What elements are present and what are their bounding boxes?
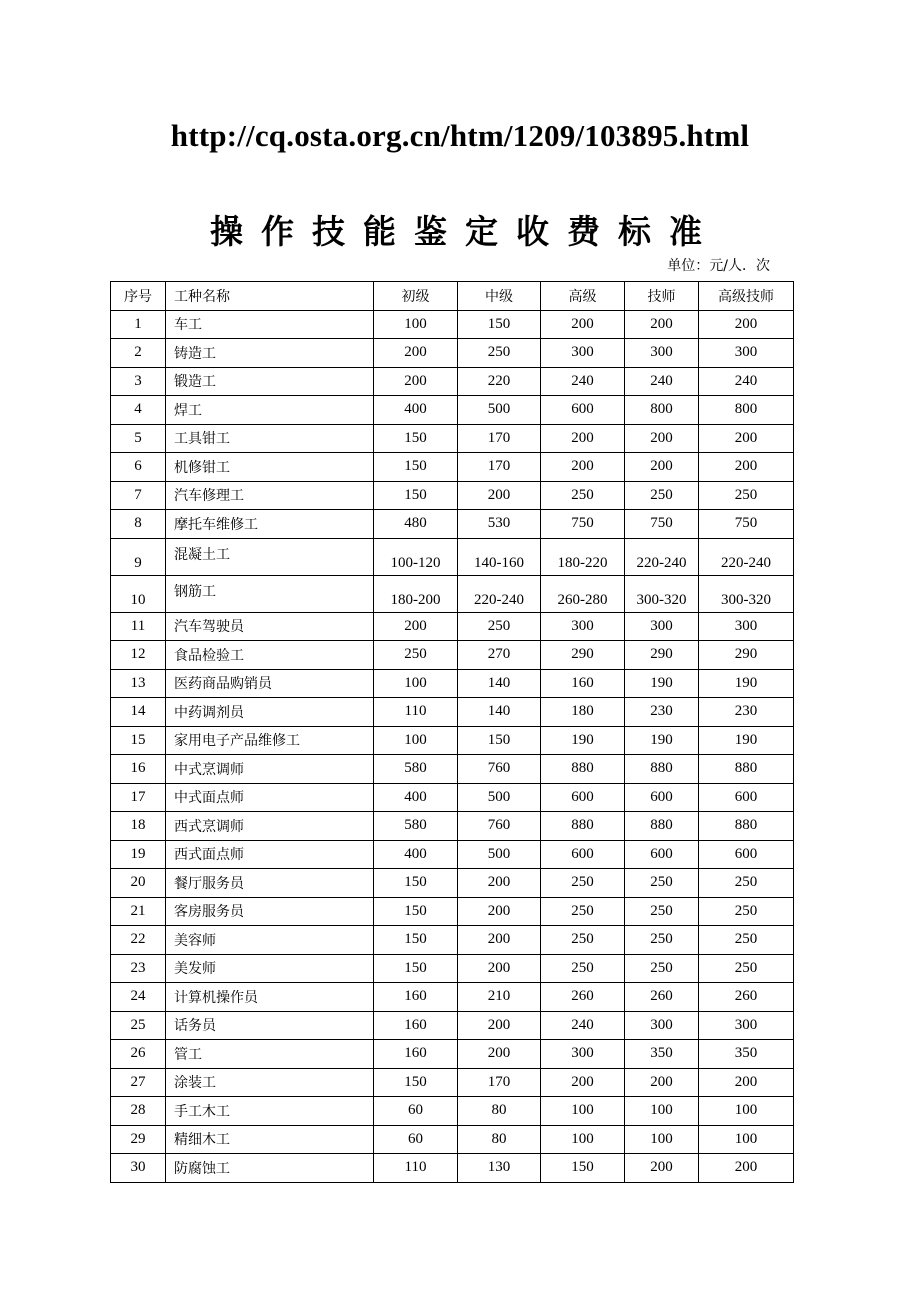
cell-senior-technician: 220-240 [699,538,794,575]
cell-index: 6 [111,453,166,482]
cell-trade-name: 防腐蚀工 [166,1154,374,1183]
cell-technician: 300 [625,612,699,641]
cell-technician: 250 [625,954,699,983]
cell-index: 19 [111,840,166,869]
cell-senior: 300 [541,612,625,641]
cell-index: 3 [111,367,166,396]
table-row [111,575,794,612]
cell-trade-name: 汽车驾驶员 [166,612,374,641]
cell-senior: 240 [541,1011,625,1040]
cell-senior: 600 [541,783,625,812]
cell-technician: 100 [625,1125,699,1154]
cell-technician: 600 [625,840,699,869]
cell-junior: 180-200 [374,575,458,612]
cell-index: 23 [111,954,166,983]
cell-senior: 750 [541,510,625,539]
cell-index: 20 [111,869,166,898]
unit-note: 单位：元/人．次 [667,258,770,274]
cell-junior: 100 [374,669,458,698]
cell-senior-technician: 880 [699,755,794,784]
cell-index: 28 [111,1097,166,1126]
cell-trade-name: 手工木工 [166,1097,374,1126]
cell-intermediate: 270 [458,641,541,670]
table-header-row [111,282,794,311]
page-title: 操作技能鉴定收费标准 [210,212,720,251]
cell-intermediate: 170 [458,424,541,453]
cell-technician: 800 [625,396,699,425]
cell-index: 18 [111,812,166,841]
cell-trade-name: 混凝土工 [166,538,374,575]
header-technician: 技师 [625,282,699,311]
table-row [111,1097,794,1126]
cell-senior-technician: 240 [699,367,794,396]
cell-senior-technician: 100 [699,1125,794,1154]
cell-index: 12 [111,641,166,670]
cell-junior: 150 [374,897,458,926]
cell-technician: 290 [625,641,699,670]
table-row [111,954,794,983]
table-row [111,1011,794,1040]
cell-senior: 250 [541,869,625,898]
cell-senior-technician: 880 [699,812,794,841]
cell-index: 21 [111,897,166,926]
cell-senior: 250 [541,481,625,510]
cell-senior: 250 [541,954,625,983]
cell-junior: 110 [374,698,458,727]
cell-senior-technician: 190 [699,726,794,755]
cell-intermediate: 220 [458,367,541,396]
cell-technician: 750 [625,510,699,539]
table-row [111,755,794,784]
cell-technician: 220-240 [625,538,699,575]
cell-index: 10 [111,575,166,612]
cell-junior: 150 [374,954,458,983]
cell-intermediate: 170 [458,453,541,482]
cell-junior: 400 [374,783,458,812]
cell-index: 27 [111,1068,166,1097]
cell-junior: 400 [374,840,458,869]
cell-senior: 150 [541,1154,625,1183]
cell-senior: 200 [541,424,625,453]
cell-junior: 160 [374,1040,458,1069]
cell-senior: 200 [541,1068,625,1097]
cell-junior: 100 [374,310,458,339]
cell-intermediate: 210 [458,983,541,1012]
cell-intermediate: 140 [458,698,541,727]
cell-junior: 150 [374,869,458,898]
cell-technician: 300 [625,1011,699,1040]
cell-index: 17 [111,783,166,812]
cell-technician: 200 [625,1154,699,1183]
cell-technician: 230 [625,698,699,727]
cell-senior: 300 [541,339,625,368]
table-row [111,310,794,339]
cell-senior-technician: 200 [699,453,794,482]
cell-index: 4 [111,396,166,425]
cell-trade-name: 美发师 [166,954,374,983]
cell-senior: 160 [541,669,625,698]
cell-senior-technician: 300 [699,612,794,641]
table-row [111,396,794,425]
cell-trade-name: 机修钳工 [166,453,374,482]
cell-intermediate: 80 [458,1125,541,1154]
cell-intermediate: 760 [458,812,541,841]
source-url: http://cq.osta.org.cn/htm/1209/103895.html [170,118,750,153]
cell-senior-technician: 290 [699,641,794,670]
cell-junior: 400 [374,396,458,425]
cell-intermediate: 220-240 [458,575,541,612]
table-row [111,897,794,926]
cell-intermediate: 140-160 [458,538,541,575]
cell-senior: 240 [541,367,625,396]
table-row [111,1040,794,1069]
cell-index: 14 [111,698,166,727]
cell-technician: 200 [625,453,699,482]
cell-technician: 600 [625,783,699,812]
cell-senior-technician: 300-320 [699,575,794,612]
cell-senior: 200 [541,453,625,482]
cell-intermediate: 500 [458,840,541,869]
cell-junior: 100-120 [374,538,458,575]
cell-senior-technician: 250 [699,869,794,898]
cell-technician: 190 [625,669,699,698]
cell-junior: 200 [374,339,458,368]
cell-senior-technician: 190 [699,669,794,698]
cell-senior-technician: 250 [699,481,794,510]
cell-senior-technician: 350 [699,1040,794,1069]
cell-index: 15 [111,726,166,755]
cell-technician: 300-320 [625,575,699,612]
cell-trade-name: 摩托车维修工 [166,510,374,539]
cell-trade-name: 客房服务员 [166,897,374,926]
cell-intermediate: 200 [458,897,541,926]
header-intermediate: 中级 [458,282,541,311]
cell-trade-name: 西式面点师 [166,840,374,869]
cell-trade-name: 中药调剂员 [166,698,374,727]
cell-senior-technician: 230 [699,698,794,727]
cell-junior: 60 [374,1097,458,1126]
cell-intermediate: 200 [458,1011,541,1040]
cell-index: 24 [111,983,166,1012]
cell-trade-name: 车工 [166,310,374,339]
cell-senior: 880 [541,755,625,784]
cell-technician: 200 [625,1068,699,1097]
cell-senior-technician: 200 [699,424,794,453]
cell-intermediate: 760 [458,755,541,784]
cell-index: 16 [111,755,166,784]
cell-index: 29 [111,1125,166,1154]
cell-senior: 880 [541,812,625,841]
cell-intermediate: 200 [458,869,541,898]
cell-senior: 190 [541,726,625,755]
cell-technician: 250 [625,481,699,510]
cell-junior: 580 [374,812,458,841]
table-row [111,339,794,368]
cell-trade-name: 涂装工 [166,1068,374,1097]
cell-index: 22 [111,926,166,955]
cell-junior: 150 [374,424,458,453]
cell-senior: 100 [541,1125,625,1154]
cell-trade-name: 精细木工 [166,1125,374,1154]
cell-senior-technician: 300 [699,1011,794,1040]
cell-intermediate: 150 [458,310,541,339]
header-trade: 工种名称 [166,282,374,311]
cell-senior: 600 [541,396,625,425]
table-row [111,669,794,698]
cell-index: 13 [111,669,166,698]
cell-technician: 300 [625,339,699,368]
cell-index: 11 [111,612,166,641]
cell-trade-name: 家用电子产品维修工 [166,726,374,755]
table-row [111,840,794,869]
cell-senior-technician: 200 [699,1154,794,1183]
cell-trade-name: 中式面点师 [166,783,374,812]
cell-senior-technician: 250 [699,954,794,983]
cell-technician: 250 [625,869,699,898]
cell-intermediate: 200 [458,954,541,983]
table-row [111,726,794,755]
cell-junior: 580 [374,755,458,784]
cell-junior: 200 [374,612,458,641]
cell-junior: 150 [374,926,458,955]
cell-trade-name: 汽车修理工 [166,481,374,510]
table-row [111,983,794,1012]
cell-technician: 190 [625,726,699,755]
cell-junior: 160 [374,1011,458,1040]
table-row [111,698,794,727]
cell-trade-name: 西式烹调师 [166,812,374,841]
cell-index: 2 [111,339,166,368]
cell-intermediate: 530 [458,510,541,539]
table-row [111,453,794,482]
cell-senior: 100 [541,1097,625,1126]
header-junior: 初级 [374,282,458,311]
cell-junior: 150 [374,1068,458,1097]
cell-senior-technician: 100 [699,1097,794,1126]
cell-intermediate: 250 [458,339,541,368]
cell-intermediate: 500 [458,396,541,425]
cell-index: 9 [111,538,166,575]
cell-intermediate: 200 [458,926,541,955]
cell-junior: 60 [374,1125,458,1154]
table-row [111,869,794,898]
table-row [111,367,794,396]
cell-junior: 200 [374,367,458,396]
table-row [111,481,794,510]
cell-senior: 260 [541,983,625,1012]
cell-junior: 160 [374,983,458,1012]
cell-intermediate: 250 [458,612,541,641]
cell-intermediate: 140 [458,669,541,698]
header-senior-technician: 高级技师 [699,282,794,311]
cell-senior-technician: 200 [699,310,794,339]
cell-senior-technician: 800 [699,396,794,425]
cell-index: 8 [111,510,166,539]
cell-senior: 180-220 [541,538,625,575]
table-row [111,812,794,841]
cell-senior: 250 [541,926,625,955]
cell-trade-name: 钢筋工 [166,575,374,612]
cell-technician: 200 [625,310,699,339]
cell-index: 7 [111,481,166,510]
cell-index: 30 [111,1154,166,1183]
cell-technician: 100 [625,1097,699,1126]
cell-junior: 110 [374,1154,458,1183]
cell-senior-technician: 750 [699,510,794,539]
cell-intermediate: 170 [458,1068,541,1097]
cell-junior: 100 [374,726,458,755]
table-row [111,926,794,955]
table-row [111,1125,794,1154]
cell-trade-name: 锻造工 [166,367,374,396]
cell-index: 26 [111,1040,166,1069]
cell-trade-name: 话务员 [166,1011,374,1040]
cell-intermediate: 200 [458,1040,541,1069]
cell-technician: 200 [625,424,699,453]
cell-trade-name: 中式烹调师 [166,755,374,784]
table-row [111,1068,794,1097]
cell-senior-technician: 600 [699,783,794,812]
cell-senior: 600 [541,840,625,869]
cell-trade-name: 工具钳工 [166,424,374,453]
cell-technician: 240 [625,367,699,396]
cell-senior: 290 [541,641,625,670]
cell-trade-name: 美容师 [166,926,374,955]
cell-index: 25 [111,1011,166,1040]
cell-junior: 150 [374,453,458,482]
cell-senior: 250 [541,897,625,926]
cell-senior: 260-280 [541,575,625,612]
table-row [111,1154,794,1183]
cell-junior: 250 [374,641,458,670]
cell-trade-name: 管工 [166,1040,374,1069]
fee-table [110,281,794,1183]
header-index: 序号 [111,282,166,311]
cell-junior: 480 [374,510,458,539]
cell-trade-name: 餐厅服务员 [166,869,374,898]
cell-technician: 880 [625,755,699,784]
table-row [111,783,794,812]
cell-junior: 150 [374,481,458,510]
cell-senior-technician: 250 [699,926,794,955]
cell-intermediate: 80 [458,1097,541,1126]
cell-senior: 300 [541,1040,625,1069]
table-row [111,612,794,641]
table-row [111,641,794,670]
cell-trade-name: 医药商品购销员 [166,669,374,698]
cell-senior: 200 [541,310,625,339]
cell-technician: 260 [625,983,699,1012]
cell-technician: 250 [625,897,699,926]
cell-intermediate: 200 [458,481,541,510]
cell-senior: 180 [541,698,625,727]
cell-technician: 350 [625,1040,699,1069]
cell-trade-name: 食品检验工 [166,641,374,670]
table-row [111,424,794,453]
table-body [111,310,794,1182]
cell-intermediate: 500 [458,783,541,812]
cell-index: 1 [111,310,166,339]
cell-index: 5 [111,424,166,453]
cell-technician: 250 [625,926,699,955]
cell-trade-name: 焊工 [166,396,374,425]
cell-intermediate: 150 [458,726,541,755]
cell-senior-technician: 300 [699,339,794,368]
cell-intermediate: 130 [458,1154,541,1183]
cell-technician: 880 [625,812,699,841]
table-row [111,510,794,539]
cell-trade-name: 计算机操作员 [166,983,374,1012]
cell-senior-technician: 600 [699,840,794,869]
table-row [111,538,794,575]
header-senior: 高级 [541,282,625,311]
cell-senior-technician: 250 [699,897,794,926]
cell-senior-technician: 200 [699,1068,794,1097]
cell-senior-technician: 260 [699,983,794,1012]
cell-trade-name: 铸造工 [166,339,374,368]
